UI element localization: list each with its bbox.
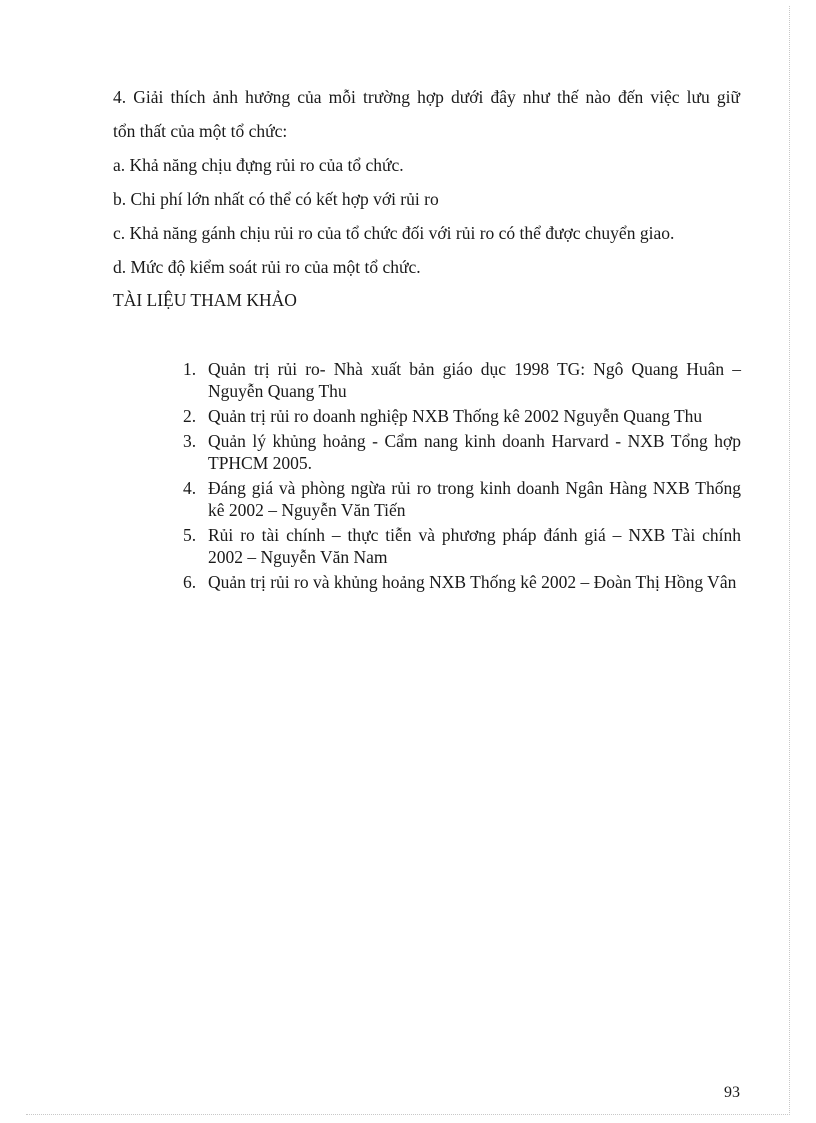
reference-number: 2. [183, 406, 197, 426]
references-list [175, 358, 741, 596]
references-heading: TÀI LIỆU THAM KHẢO [113, 290, 297, 310]
reference-number: 3. [183, 431, 197, 451]
reference-text: Rủi ro tài chính – thực tiễn và phương pháp đánh giá – NXB Tài chính 2002 – Nguyễn Văn Nam [208, 525, 741, 567]
reference-item [175, 571, 741, 593]
reference-item [175, 477, 741, 521]
question-item-b: b. Chi phí lớn nhất có thể có kết hợp với rủi ro [113, 189, 439, 209]
question-item-c: c. Khả năng gánh chịu rủi ro của tổ chức đối với rủi ro có thể được chuyển giao. [113, 223, 675, 243]
reference-item [175, 405, 741, 427]
reference-text: Đáng giá và phòng ngừa rủi ro trong kinh doanh Ngân Hàng NXB Thống kê 2002 – Nguyễn Văn Tiến [208, 478, 741, 520]
reference-item [175, 430, 741, 474]
reference-text: Quản trị rủi ro- Nhà xuất bản giáo dục 1998 TG: Ngô Quang Huân – Nguyễn Quang Thu [208, 359, 741, 401]
reference-number: 5. [183, 525, 197, 545]
reference-number: 4. [183, 478, 197, 498]
page-number: 93 [724, 1084, 740, 1101]
reference-text: Quản trị rủi ro doanh nghiệp NXB Thống kê 2002 Nguyễn Quang Thu [208, 406, 703, 426]
question-line-2: tổn thất của một tổ chức: [113, 121, 288, 141]
reference-number: 6. [183, 572, 197, 592]
reference-text: Quản lý khủng hoảng - Cẩm nang kinh doanh Harvard - NXB Tổng hợp TPHCM 2005. [208, 431, 741, 473]
reference-text: Quản trị rủi ro và khủng hoảng NXB Thống kê 2002 – Đoàn Thị Hồng Vân [208, 572, 737, 592]
question-item-d: d. Mức độ kiểm soát rủi ro của một tổ chức. [113, 257, 421, 277]
question-line-1: 4. Giải thích ảnh hưởng của mỗi trường hợp dưới đây như thế nào đến việc lưu giữ [113, 87, 740, 107]
reference-item [175, 524, 741, 568]
exercise-question [113, 80, 740, 284]
reference-item [175, 358, 741, 402]
reference-number: 1. [183, 359, 197, 379]
question-item-a: a. Khả năng chịu đựng rủi ro của tổ chức. [113, 155, 404, 175]
